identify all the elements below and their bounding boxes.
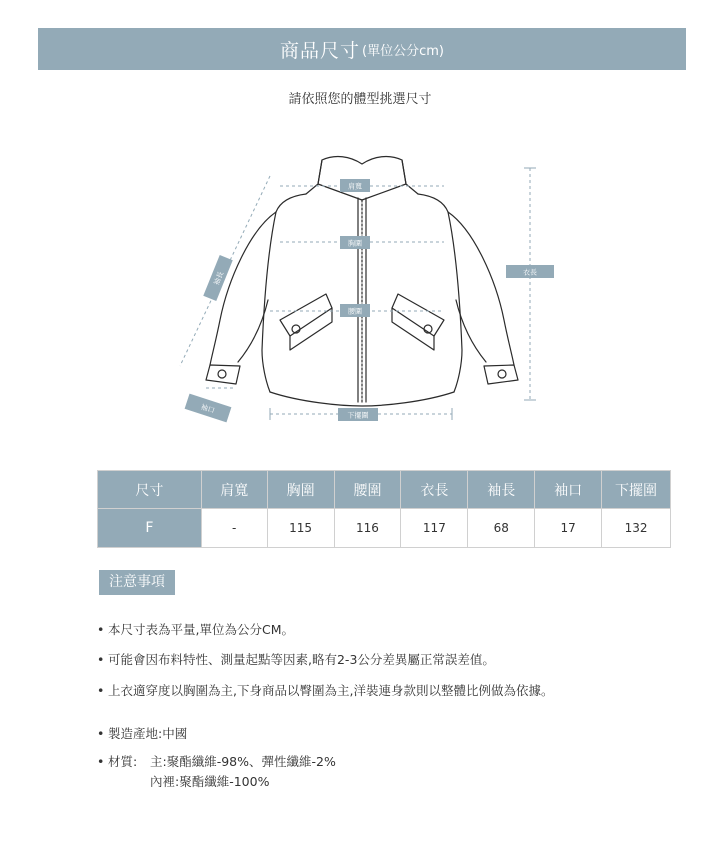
header-sleeve: 袖長: [468, 471, 535, 509]
origin-text: 製造產地:中國: [108, 726, 188, 741]
bullet-dot-icon: •: [97, 754, 105, 769]
page-title-unit: (單位公分cm): [362, 43, 444, 59]
cell-sleeve: 68: [468, 509, 535, 548]
subtitle: 請依照您的體型挑選尺寸: [288, 92, 432, 107]
tag-length-label: 衣長: [523, 268, 537, 277]
right-pocket-body: [392, 308, 434, 350]
tag-shoulder-label: 肩寬: [348, 182, 362, 191]
tag-cuff: [185, 394, 232, 423]
header-shoulder: 肩寬: [201, 471, 267, 509]
left-sleeve-inner: [238, 300, 268, 362]
header-waist: 腰圍: [334, 471, 401, 509]
tag-cuff-label: 袖口: [199, 402, 216, 415]
cell-hem: 132: [602, 509, 671, 548]
jacket-diagram: [0, 150, 720, 440]
body-right-edge: [418, 194, 462, 392]
header-chest: 胸圍: [267, 471, 334, 509]
material-lining: 內裡:聚酯纖維-100%: [150, 774, 270, 789]
bullet-dot-icon: •: [97, 652, 105, 667]
notice-title: 注意事項: [99, 570, 175, 595]
list-item: [97, 681, 553, 699]
bullet-dot-icon: •: [97, 622, 105, 637]
material-line: [97, 752, 137, 770]
cell-chest: 115: [267, 509, 334, 548]
bullet-dot-icon: •: [97, 683, 105, 698]
notice-item-text: 本尺寸表為平量,單位為公分CM。: [108, 622, 294, 637]
origin-line: [97, 724, 187, 742]
left-pocket-flap: [280, 294, 332, 336]
tag-length: [506, 265, 554, 278]
cell-waist: 116: [334, 509, 401, 548]
left-cuff: [206, 365, 240, 384]
header-length: 衣長: [401, 471, 468, 509]
header-size: 尺寸: [98, 471, 202, 509]
cell-size: F: [98, 509, 202, 548]
tag-chest: [340, 236, 370, 249]
tag-sleeve: [203, 255, 232, 301]
size-table-header: [98, 471, 671, 509]
body-left-edge: [262, 194, 306, 392]
tag-waist-label: 腰圍: [348, 307, 362, 316]
title-banner: [38, 28, 686, 70]
left-pocket-body: [290, 308, 332, 350]
cell-shoulder: -: [201, 509, 267, 548]
tag-waist: [340, 304, 370, 317]
collar-outline: [318, 157, 406, 200]
right-cuff: [484, 365, 518, 384]
cell-cuff: 17: [535, 509, 602, 548]
tag-sleeve-label: 袖長: [212, 270, 226, 287]
cell-length: 117: [401, 509, 468, 548]
list-item: [97, 650, 495, 668]
notice-item-text: 上衣適穿度以胸圍為主,下身商品以臀圍為主,洋裝連身款則以整體比例做為依據。: [108, 683, 554, 698]
list-item: [97, 620, 294, 638]
tag-shoulder: [340, 179, 370, 192]
material-label: 材質:: [108, 754, 138, 769]
tag-chest-label: 胸圍: [348, 239, 362, 248]
material-main: 主:聚酯纖維-98%、彈性纖維-2%: [150, 754, 336, 769]
right-sleeve-inner: [456, 300, 486, 362]
tag-hem-label: 下擺圍: [347, 411, 369, 420]
tag-hem: [338, 408, 378, 421]
right-pocket-flap: [392, 294, 444, 336]
header-hem: 下擺圍: [602, 471, 671, 509]
right-cuff-button: [498, 370, 506, 378]
notice-item-text: 可能會因布料特性、測量起點等因素,略有2-3公分差異屬正常誤差值。: [108, 652, 495, 667]
bullet-dot-icon: •: [97, 726, 105, 741]
header-cuff: 袖口: [535, 471, 602, 509]
left-cuff-button: [218, 370, 226, 378]
page-title: 商品尺寸: [280, 39, 361, 62]
table-row: [98, 509, 671, 548]
size-table: [97, 470, 671, 548]
